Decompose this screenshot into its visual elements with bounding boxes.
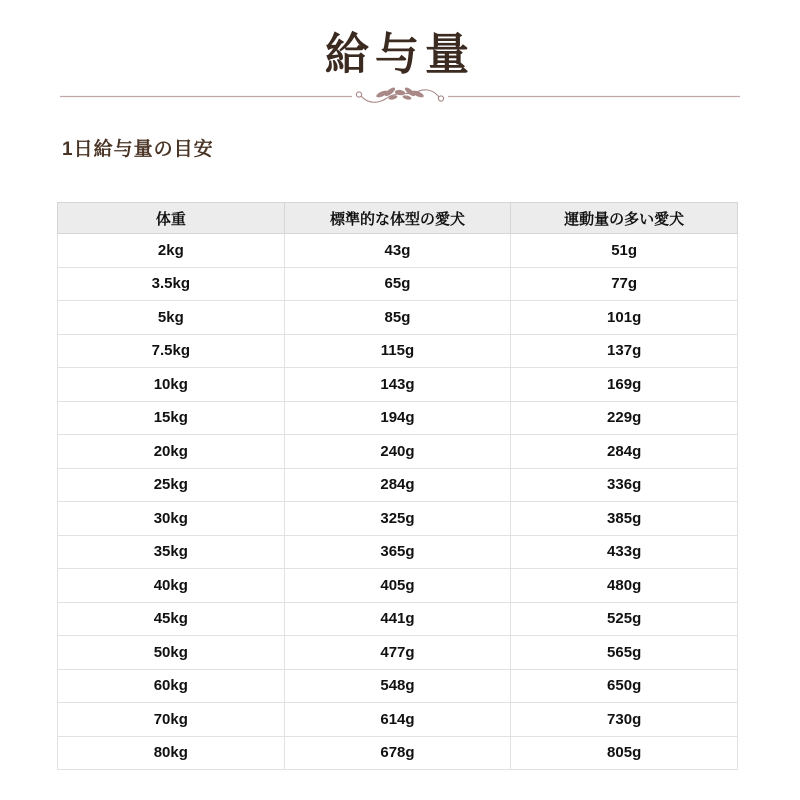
- table-cell: 441g: [284, 602, 511, 636]
- table-row: [58, 636, 738, 670]
- table-row: [58, 334, 738, 368]
- table-cell: 7.5kg: [58, 334, 285, 368]
- table-cell: 30kg: [58, 502, 285, 536]
- table-cell: 10kg: [58, 368, 285, 402]
- column-header-weight: 体重: [58, 203, 285, 234]
- table-cell: 115g: [284, 334, 511, 368]
- table-cell: 730g: [511, 703, 738, 737]
- table-row: [58, 602, 738, 636]
- table-row: [58, 535, 738, 569]
- table-row: [58, 368, 738, 402]
- column-header-active-dog: 運動量の多い愛犬: [511, 203, 738, 234]
- table-cell: 385g: [511, 502, 738, 536]
- table-cell: 40kg: [58, 569, 285, 603]
- table-cell: 85g: [284, 301, 511, 335]
- table-header-row: [58, 203, 738, 234]
- table-row: [58, 703, 738, 737]
- flourish-divider-icon: [60, 84, 740, 108]
- table-cell: 65g: [284, 267, 511, 301]
- table-cell: 678g: [284, 736, 511, 770]
- table-cell: 194g: [284, 401, 511, 435]
- table-cell: 325g: [284, 502, 511, 536]
- table-row: [58, 669, 738, 703]
- table-cell: 284g: [511, 435, 738, 469]
- table-row: [58, 401, 738, 435]
- table-cell: 650g: [511, 669, 738, 703]
- table-cell: 77g: [511, 267, 738, 301]
- table-cell: 50kg: [58, 636, 285, 670]
- table-body: [58, 234, 738, 770]
- table-cell: 614g: [284, 703, 511, 737]
- table-cell: 525g: [511, 602, 738, 636]
- table-cell: 15kg: [58, 401, 285, 435]
- feeding-table: [57, 202, 738, 770]
- table-row: [58, 502, 738, 536]
- table-cell: 284g: [284, 468, 511, 502]
- table-row: [58, 267, 738, 301]
- table-row: [58, 569, 738, 603]
- section-heading: 1日給与量の目安: [62, 139, 214, 160]
- table-row: [58, 736, 738, 770]
- table-cell: 51g: [511, 234, 738, 268]
- table-cell: 365g: [284, 535, 511, 569]
- table-row: [58, 234, 738, 268]
- table-header: [58, 203, 738, 234]
- decorative-divider: [60, 84, 740, 108]
- table-cell: 336g: [511, 468, 738, 502]
- table-cell: 229g: [511, 401, 738, 435]
- table-row: [58, 468, 738, 502]
- table-cell: 60kg: [58, 669, 285, 703]
- table-cell: 805g: [511, 736, 738, 770]
- feeding-table-container: [57, 202, 738, 770]
- table-cell: 20kg: [58, 435, 285, 469]
- table-cell: 80kg: [58, 736, 285, 770]
- table-cell: 548g: [284, 669, 511, 703]
- table-cell: 143g: [284, 368, 511, 402]
- table-cell: 433g: [511, 535, 738, 569]
- table-cell: 405g: [284, 569, 511, 603]
- table-cell: 43g: [284, 234, 511, 268]
- table-cell: 25kg: [58, 468, 285, 502]
- table-cell: 137g: [511, 334, 738, 368]
- table-cell: 169g: [511, 368, 738, 402]
- table-cell: 101g: [511, 301, 738, 335]
- table-cell: 5kg: [58, 301, 285, 335]
- table-cell: 480g: [511, 569, 738, 603]
- column-header-standard-dog: 標準的な体型の愛犬: [284, 203, 511, 234]
- table-cell: 35kg: [58, 535, 285, 569]
- page-title: 給与量: [325, 29, 475, 80]
- table-cell: 565g: [511, 636, 738, 670]
- table-row: [58, 301, 738, 335]
- table-cell: 477g: [284, 636, 511, 670]
- table-cell: 240g: [284, 435, 511, 469]
- table-cell: 2kg: [58, 234, 285, 268]
- table-row: [58, 435, 738, 469]
- table-cell: 70kg: [58, 703, 285, 737]
- table-cell: 45kg: [58, 602, 285, 636]
- table-cell: 3.5kg: [58, 267, 285, 301]
